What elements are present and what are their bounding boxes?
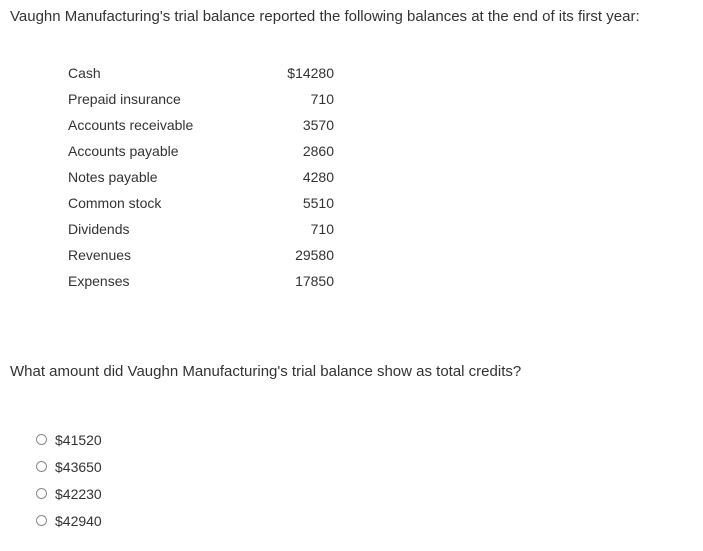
- balance-row: [68, 63, 334, 89]
- account-amount: 4280: [302, 169, 334, 185]
- answer-option-label[interactable]: $41520: [55, 431, 102, 448]
- balance-row: [68, 219, 334, 245]
- answer-option-label[interactable]: $42230: [55, 485, 102, 502]
- balance-row: [68, 271, 334, 297]
- question-prompt: What amount did Vaughn Manufacturing's trial balance show as total credits?: [10, 363, 522, 380]
- answer-option[interactable]: [36, 426, 102, 453]
- account-amount: 710: [310, 221, 334, 237]
- answer-option-label[interactable]: $43650: [55, 458, 102, 475]
- balance-row: [68, 245, 334, 271]
- balance-row: [68, 115, 334, 141]
- balance-row: [68, 89, 334, 115]
- answer-options: [36, 426, 102, 534]
- account-name: Common stock: [68, 195, 162, 211]
- account-amount: $14280: [287, 65, 334, 81]
- account-name: Dividends: [68, 221, 130, 237]
- balance-row: [68, 167, 334, 193]
- account-amount: 17850: [295, 273, 334, 289]
- answer-option[interactable]: [36, 480, 102, 507]
- trial-balance-table: [68, 63, 334, 297]
- answer-option[interactable]: [36, 453, 102, 480]
- balance-row: [68, 193, 334, 219]
- account-amount: 2860: [302, 143, 334, 159]
- account-amount: 5510: [302, 195, 334, 211]
- answer-option-label[interactable]: $42940: [55, 512, 102, 529]
- radio-button[interactable]: [36, 488, 47, 499]
- account-amount: 3570: [302, 117, 334, 133]
- question-intro: Vaughn Manufacturing's trial balance reported the following balances at the end of its first year:: [10, 8, 640, 25]
- account-amount: 710: [310, 91, 334, 107]
- account-name: Cash: [68, 65, 101, 81]
- radio-button[interactable]: [36, 434, 47, 445]
- account-name: Notes payable: [68, 169, 158, 185]
- account-amount: 29580: [295, 247, 334, 263]
- balance-row: [68, 141, 334, 167]
- account-name: Accounts receivable: [68, 117, 194, 133]
- account-name: Expenses: [68, 273, 130, 289]
- account-name: Accounts payable: [68, 143, 179, 159]
- radio-button[interactable]: [36, 515, 47, 526]
- radio-button[interactable]: [36, 461, 47, 472]
- account-name: Revenues: [68, 247, 132, 263]
- answer-option[interactable]: [36, 507, 102, 534]
- account-name: Prepaid insurance: [68, 91, 181, 107]
